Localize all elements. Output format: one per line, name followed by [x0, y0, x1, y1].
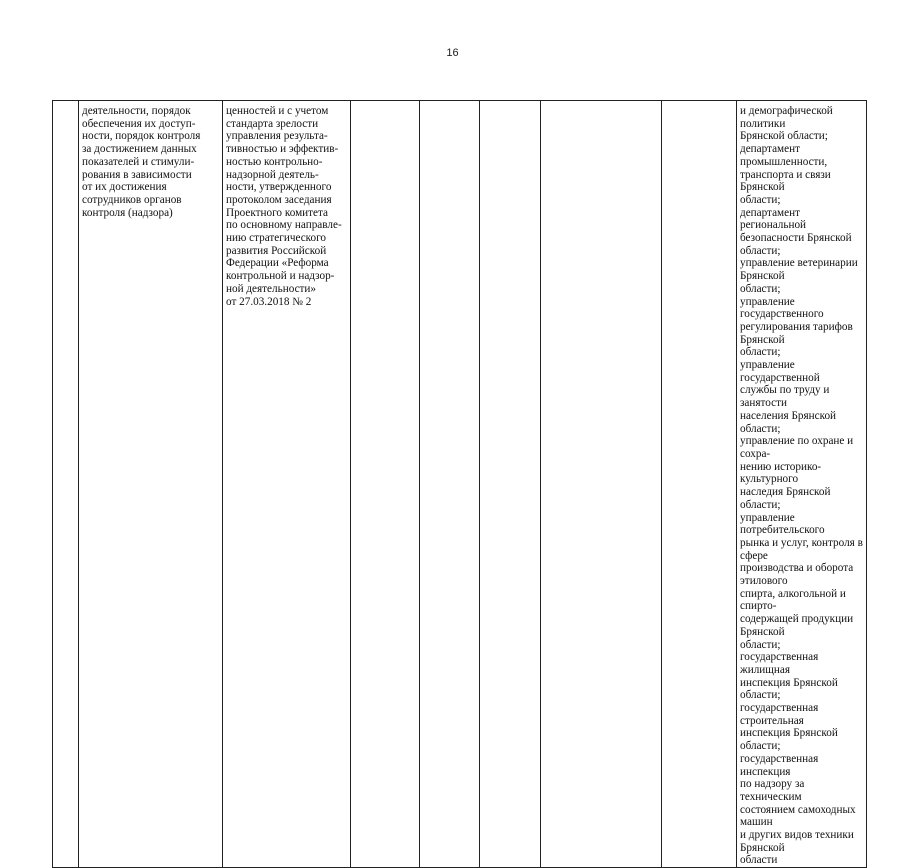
- table-row: [53, 101, 867, 868]
- table-cell-col4: [351, 101, 420, 868]
- table-cell-col8: [662, 101, 737, 868]
- table-cell-col7: [541, 101, 662, 868]
- table-cell-responsible: и демографической политики Брянской области; департамент промышленности, транспорта и связи Брянской области; департамент региональной безопасности Брянской области; управление ветеринарии Брянской области; управление государственного регулирования тарифов Брянской области; управление государственной службы по труду и занятости населения Брянской области; управление по охране и сохра- нению историко-культурного наследия Брянской области; управление потребительского рынка и услуг, контроля в сфере производства и оборота этилового спирта, алкогольной и спирто- содержащей продукции Брянской области; государственная жилищная инспекция Брянской области; государственная строительная инспекция Брянской области; государственная инспекция по надзору за техническим состоянием самоходных машин и других видов техники Брянской области: [737, 101, 867, 868]
- table-cell-description: деятельности, порядок обеспечения их доступ- ности, порядок контроля за достижением данных показателей и стимули- рования в зависимости от их достижения сотрудников органов контроля (надзора): [79, 101, 223, 868]
- table-cell-col5: [420, 101, 480, 868]
- table-cell-number: [53, 101, 79, 868]
- table-cell-basis: ценностей и с учетом стандарта зрелости управления результа- тивностью и эффектив- ностью контрольно- надзорной деятель- ности, утвержденного протоколом заседания Проектного комитета по основному направле- нию стратегического развития Российской Федерации «Реформа контрольной и надзор- ной деятельности» от 27.03.2018 № 2: [223, 101, 351, 868]
- document-table: [52, 100, 867, 868]
- page-number: 16: [446, 47, 459, 59]
- table-cell-col6: [480, 101, 541, 868]
